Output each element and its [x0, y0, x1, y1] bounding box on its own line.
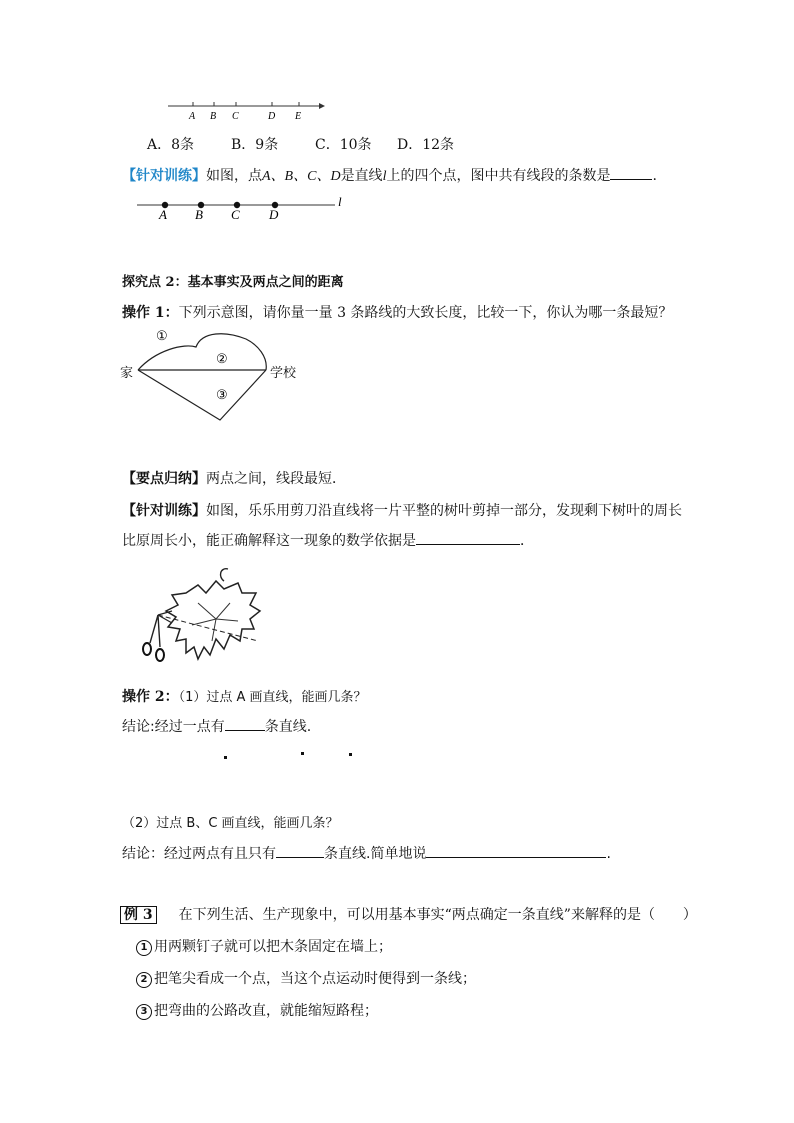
line-l-figure	[135, 193, 350, 223]
list-item: 3 把弯曲的公路改直，就能缩短路程；	[136, 1000, 378, 1020]
home-label: 家	[120, 366, 134, 381]
training-1: 【针对训练】如图，点A、B、C、D是直线l上的四个点，图中共有线段的条数是 .	[122, 168, 657, 184]
example-3	[120, 904, 697, 924]
point-dot	[349, 753, 352, 756]
example-label: 例 3	[120, 906, 157, 924]
operation-1: 操作 1：下列示意图，请你量一量 3 条路线的大致长度，比较一下，你认为哪一条最短？	[122, 305, 673, 321]
route-2-label: ②	[216, 351, 228, 366]
option-a: A．8条	[147, 137, 195, 153]
training-2-line1: 【针对训练】如图，乐乐用剪刀沿直线将一片平整的树叶剪掉一部分，发现剩下树叶的周长	[122, 503, 682, 519]
answer-blank[interactable]	[416, 531, 520, 545]
ray-figure	[165, 98, 330, 122]
line-point-label: C	[231, 207, 240, 222]
option-c: C．10条	[315, 137, 372, 153]
option-d: D．12条	[397, 137, 455, 153]
line-point-label: A	[159, 207, 167, 222]
circled-number: 3	[136, 1004, 152, 1020]
ray-point-label: E	[295, 111, 302, 122]
point-dot	[301, 752, 304, 755]
point-dot	[224, 756, 227, 759]
training-tag: 【针对训练】	[122, 168, 206, 184]
option-b: B．9条	[231, 137, 279, 153]
ray-point-label: B	[210, 111, 217, 122]
line-point-label: D	[269, 207, 279, 222]
ray-point-label: A	[189, 111, 196, 122]
line-point-label: B	[195, 207, 203, 222]
ray-point-label: C	[232, 111, 239, 122]
conclusion-2: 结论：经过两点有且只有 条直线.简单地说 .	[122, 846, 611, 862]
route-3-label: ③	[216, 387, 228, 402]
example-question: 在下列生活、生产现象中，可以用基本事实“两点确定一条直线”来解释的是（ ）	[178, 907, 697, 923]
list-item: 2 把笔尖看成一个点，当这个点运动时便得到一条线；	[136, 968, 476, 988]
answer-options	[147, 134, 454, 154]
ray-point-label: D	[268, 111, 276, 122]
section-title: 探究点 2：基本事实及两点之间的距离	[122, 275, 344, 290]
route-1-label: ①	[156, 328, 168, 343]
answer-blank[interactable]	[225, 717, 265, 731]
answer-blank[interactable]	[276, 844, 324, 858]
circled-number: 2	[136, 972, 152, 988]
circled-number: 1	[136, 940, 152, 956]
conclusion-1: 结论:经过一点有 条直线.	[122, 719, 312, 735]
training-2-line2: 比原周长小，能正确解释这一现象的数学依据是 ．	[122, 533, 534, 549]
line-label: l	[338, 194, 342, 209]
operation-2-q2: （2）过点 B、C 画直线，能画几条？	[122, 816, 339, 831]
answer-blank[interactable]	[610, 166, 652, 180]
answer-blank[interactable]	[426, 844, 606, 858]
list-item: 1 用两颗钉子就可以把木条固定在墙上；	[136, 936, 392, 956]
leaf-scissors-illustration	[138, 563, 268, 673]
key-point: 【要点归纳】两点之间，线段最短．	[122, 471, 346, 487]
school-label: 学校	[270, 366, 297, 381]
operation-2: 操作 2：（1）过点 A 画直线，能画几条？	[122, 689, 367, 705]
